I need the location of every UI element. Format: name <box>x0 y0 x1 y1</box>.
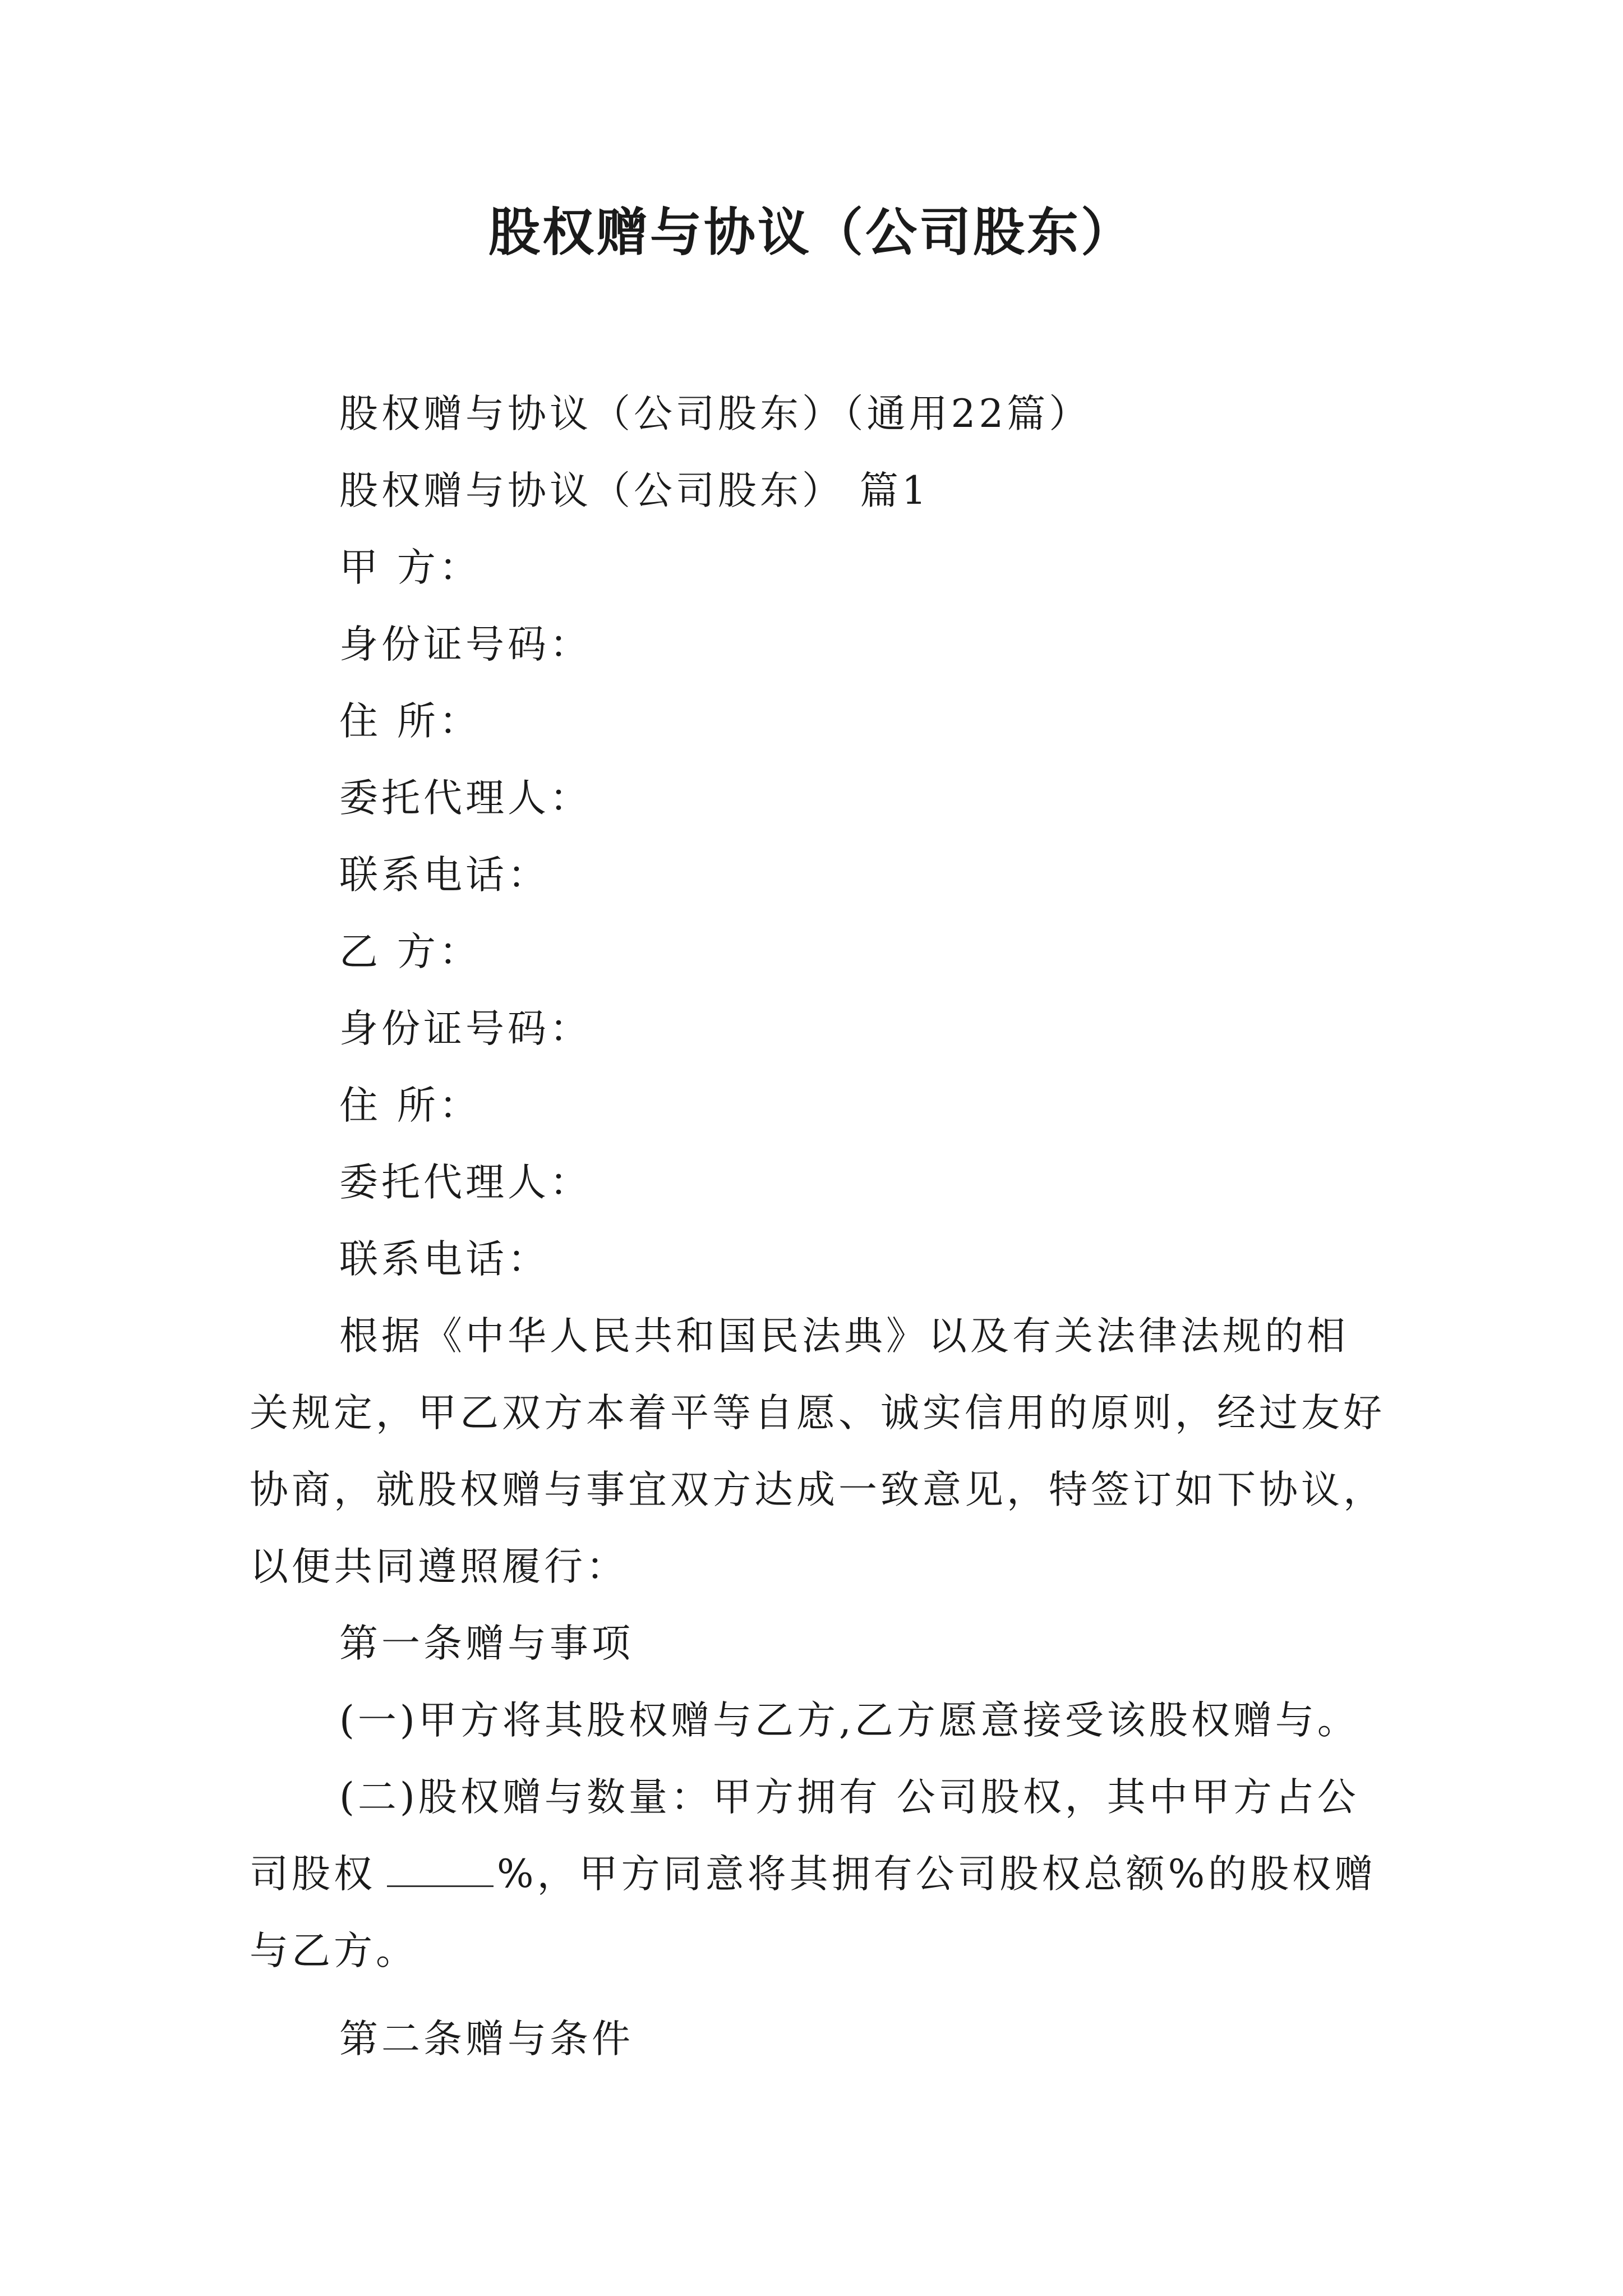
party-a-agent-label: 委托代理人： <box>339 776 592 821</box>
percentage-blank <box>387 1852 494 1887</box>
party-a-phone-label: 联系电话： <box>339 853 550 898</box>
article-1-item-2 <box>250 1759 1388 1990</box>
party-a-address-label: 住 所： <box>339 699 481 744</box>
article-1-item-2-text-a: (二)股权赠与数量：甲方拥有 公司股权，其中甲方占公司股权 <box>250 1775 1359 1897</box>
party-b-address-label: 住 所： <box>339 1083 481 1128</box>
article-2-heading: 第二条赠与条件 <box>339 2017 634 2062</box>
chapter-heading: 股权赠与协议（公司股东） 篇1 <box>339 468 930 513</box>
party-b-agent-label: 委托代理人： <box>339 1160 592 1205</box>
article-1-item-2-text-b: %，甲方同意将其拥有公司股权总额%的股权赠与乙方。 <box>250 1852 1377 1973</box>
party-b-phone-label: 联系电话： <box>339 1237 550 1282</box>
party-b-label: 乙 方： <box>339 930 481 974</box>
document-subtitle: 股权赠与协议（公司股东）（通用22篇） <box>339 392 1091 436</box>
document-body <box>250 376 1388 2078</box>
preamble-paragraph: 根据《中华人民共和国民法典》以及有关法律法规的相关规定，甲乙双方本着平等自愿、诚实信用的原则，经过友好协商，就股权赠与事宜双方达成一致意见，特签订如下协议，以便共同遵照履行： <box>250 1314 1385 1589</box>
document-title: 股权赠与协议（公司股东） <box>488 203 1135 263</box>
article-1-heading: 第一条赠与事项 <box>339 1621 634 1666</box>
article-1-item-1: (一)甲方将其股权赠与乙方,乙方愿意接受该股权赠与。 <box>339 1698 1359 1743</box>
party-a-label: 甲 方： <box>339 545 481 590</box>
party-a-id-label: 身份证号码： <box>339 622 592 667</box>
party-b-id-label: 身份证号码： <box>339 1006 592 1051</box>
